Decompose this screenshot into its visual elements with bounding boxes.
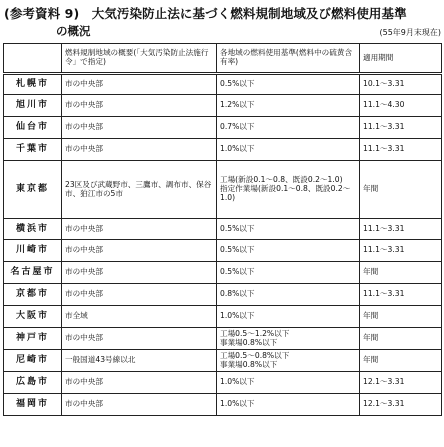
city-cell: 大阪市 bbox=[4, 306, 62, 328]
period-cell: 年間 bbox=[360, 328, 442, 350]
table-body bbox=[4, 74, 442, 416]
area-cell: 市の中央部 bbox=[62, 328, 217, 350]
area-cell: 23区及び武蔵野市、三鷹市、調布市、保谷市、狛江市の5市 bbox=[62, 161, 217, 219]
table-row bbox=[4, 117, 442, 139]
standard-cell bbox=[217, 284, 360, 306]
table-row bbox=[4, 74, 442, 95]
document-subtitle: の概況 bbox=[56, 24, 91, 38]
table-row bbox=[4, 139, 442, 161]
standard-line: 工場0.5～0.8%以下 bbox=[220, 350, 290, 360]
standard-cell bbox=[217, 240, 360, 262]
period-cell: 11.1～3.31 bbox=[360, 240, 442, 262]
standard-line: 工場0.5～1.2%以下 bbox=[220, 328, 290, 338]
table-row bbox=[4, 328, 442, 350]
area-cell: 市の中央部 bbox=[62, 284, 217, 306]
standard-cell bbox=[217, 394, 360, 416]
standard-line: 0.5%以下 bbox=[220, 267, 255, 277]
area-cell: 市の中央部 bbox=[62, 240, 217, 262]
period-cell: 12.1～3.31 bbox=[360, 394, 442, 416]
standard-line: 0.5%以下 bbox=[220, 79, 255, 89]
table-row bbox=[4, 240, 442, 262]
document-title bbox=[4, 4, 440, 22]
area-cell: 市の中央部 bbox=[62, 394, 217, 416]
city-cell: 東京都 bbox=[4, 161, 62, 219]
city-cell: 千葉市 bbox=[4, 139, 62, 161]
standard-cell bbox=[217, 74, 360, 95]
area-cell: 市の中央部 bbox=[62, 74, 217, 95]
standard-line: 1.0%以下 bbox=[220, 399, 255, 409]
area-cell: 市の中央部 bbox=[62, 139, 217, 161]
reference-label: (参考資料 9) bbox=[4, 6, 80, 21]
standard-cell bbox=[217, 219, 360, 240]
table-row bbox=[4, 95, 442, 117]
fuel-regulation-table bbox=[3, 43, 442, 416]
table-row bbox=[4, 284, 442, 306]
standard-cell bbox=[217, 328, 360, 350]
city-cell: 札幌市 bbox=[4, 74, 62, 95]
city-cell: 川崎市 bbox=[4, 240, 62, 262]
standard-line: 1.2%以下 bbox=[220, 100, 255, 110]
city-cell: 京都市 bbox=[4, 284, 62, 306]
period-cell: 11.1～3.31 bbox=[360, 139, 442, 161]
city-cell: 旭川市 bbox=[4, 95, 62, 117]
area-cell: 市全域 bbox=[62, 306, 217, 328]
period-cell: 12.1～3.31 bbox=[360, 372, 442, 394]
standard-line: 事業場0.8%以下 bbox=[220, 337, 278, 347]
city-cell: 横浜市 bbox=[4, 219, 62, 240]
period-cell: 11.1～3.31 bbox=[360, 284, 442, 306]
standard-cell bbox=[217, 262, 360, 284]
table-row bbox=[4, 306, 442, 328]
standard-cell bbox=[217, 139, 360, 161]
standard-line: 事業場0.8%以下 bbox=[220, 359, 278, 369]
area-cell: 一般国道43号線以北 bbox=[62, 350, 217, 372]
column-header-city bbox=[4, 44, 62, 74]
area-cell: 市の中央部 bbox=[62, 117, 217, 139]
standard-line: 1.0%以下 bbox=[220, 377, 255, 387]
standard-line: 0.5%以下 bbox=[220, 223, 255, 233]
period-cell: 11.1～3.31 bbox=[360, 117, 442, 139]
table-row bbox=[4, 219, 442, 240]
area-cell: 市の中央部 bbox=[62, 95, 217, 117]
standard-line: 0.5%以下 bbox=[220, 245, 255, 255]
standard-line: 1.0%以下 bbox=[220, 311, 255, 321]
area-cell: 市の中央部 bbox=[62, 219, 217, 240]
column-header-standard: 各地域の燃料使用基準(燃料中の硫黄含有率) bbox=[217, 44, 360, 74]
standard-cell bbox=[217, 95, 360, 117]
period-cell: 年間 bbox=[360, 262, 442, 284]
city-cell: 広島市 bbox=[4, 372, 62, 394]
date-note: (55年9月末現在) bbox=[379, 28, 441, 37]
city-cell: 福岡市 bbox=[4, 394, 62, 416]
table-row bbox=[4, 394, 442, 416]
table-header-row bbox=[4, 44, 442, 74]
standard-cell bbox=[217, 117, 360, 139]
standard-line: 1.0%以下 bbox=[220, 144, 255, 154]
standard-cell bbox=[217, 306, 360, 328]
title-text: 大気汚染防止法に基づく燃料規制地域及び燃料使用基準 bbox=[91, 6, 407, 21]
standard-line: 工場(新設0.1～0.8、既設0.2～1.0) bbox=[220, 175, 343, 185]
period-cell: 11.1～3.31 bbox=[360, 219, 442, 240]
city-cell: 神戸市 bbox=[4, 328, 62, 350]
period-cell: 10.1～3.31 bbox=[360, 74, 442, 95]
standard-cell bbox=[217, 350, 360, 372]
standard-cell bbox=[217, 161, 360, 219]
standard-line: 指定作業場(新設0.1～0.8、既設0.2～1.0) bbox=[220, 184, 351, 202]
period-cell: 11.1～4.30 bbox=[360, 95, 442, 117]
column-header-period: 適用期間 bbox=[360, 44, 442, 74]
standard-line: 0.8%以下 bbox=[220, 289, 255, 299]
table-row bbox=[4, 350, 442, 372]
period-cell: 年間 bbox=[360, 306, 442, 328]
table-row bbox=[4, 372, 442, 394]
table-row bbox=[4, 161, 442, 219]
standard-cell bbox=[217, 372, 360, 394]
city-cell: 尼崎市 bbox=[4, 350, 62, 372]
city-cell: 仙台市 bbox=[4, 117, 62, 139]
period-cell: 年間 bbox=[360, 161, 442, 219]
city-cell: 名古屋市 bbox=[4, 262, 62, 284]
standard-line: 0.7%以下 bbox=[220, 122, 255, 132]
area-cell: 市の中央部 bbox=[62, 372, 217, 394]
period-cell: 年間 bbox=[360, 350, 442, 372]
table-row bbox=[4, 262, 442, 284]
area-cell: 市の中央部 bbox=[62, 262, 217, 284]
column-header-area: 燃料規制地域の概要(「大気汚染防止法施行令」で指定) bbox=[62, 44, 217, 74]
